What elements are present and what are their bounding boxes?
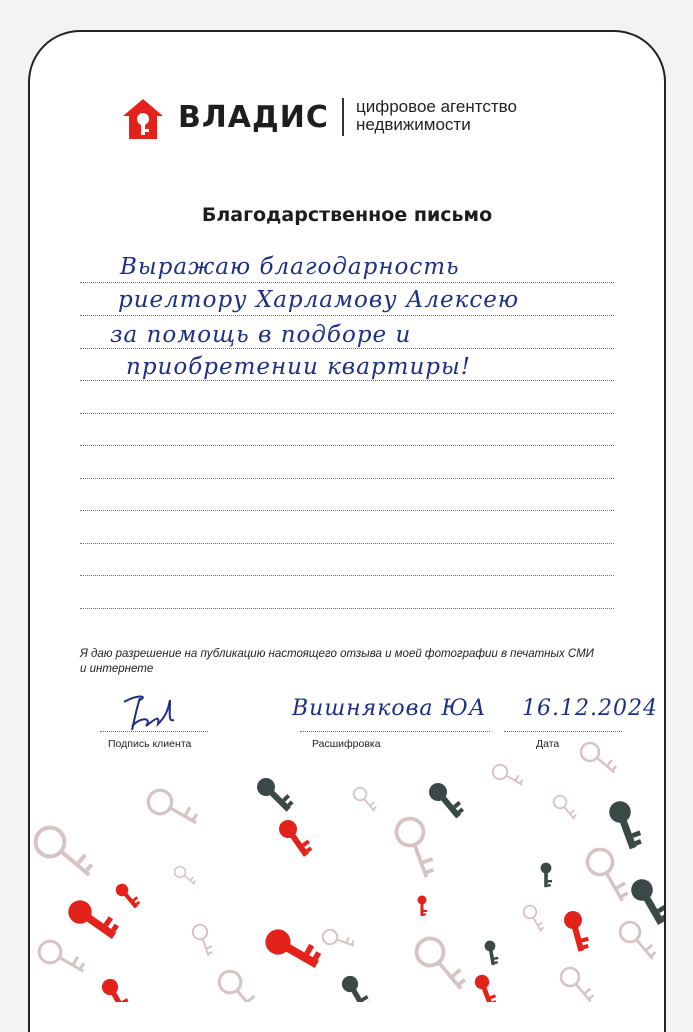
decorative-keys-pattern xyxy=(30,32,664,1002)
handwritten-line-4: приобретении квартиры! xyxy=(126,354,471,380)
handwritten-line-1: Выражаю благодарность xyxy=(120,254,460,280)
client-signature-label: Подпись клиента xyxy=(108,738,192,750)
brand-tagline-line2: недвижимости xyxy=(356,115,471,134)
decoding-label: Расшифровка xyxy=(312,738,381,750)
handwritten-line-2: риелтору Харламову Алексею xyxy=(118,287,520,313)
signature-decoding-value: Вишнякова ЮА xyxy=(292,696,487,721)
date-label: Дата xyxy=(536,738,560,750)
publication-consent-text: Я даю разрешение на публикацию настоящего отзыва и моей фотографии в печатных СМИ и интернете xyxy=(80,648,594,675)
handwritten-line-3: за помощь в подборе и xyxy=(110,322,412,348)
signature-date-value: 16.12.2024 xyxy=(522,696,658,721)
brand-tagline-line1: цифровое агентство xyxy=(356,97,517,116)
letter-sheet xyxy=(28,30,666,1032)
brand-name: ВЛАДИС xyxy=(178,100,329,135)
letter-title: Благодарственное письмо xyxy=(201,204,493,226)
